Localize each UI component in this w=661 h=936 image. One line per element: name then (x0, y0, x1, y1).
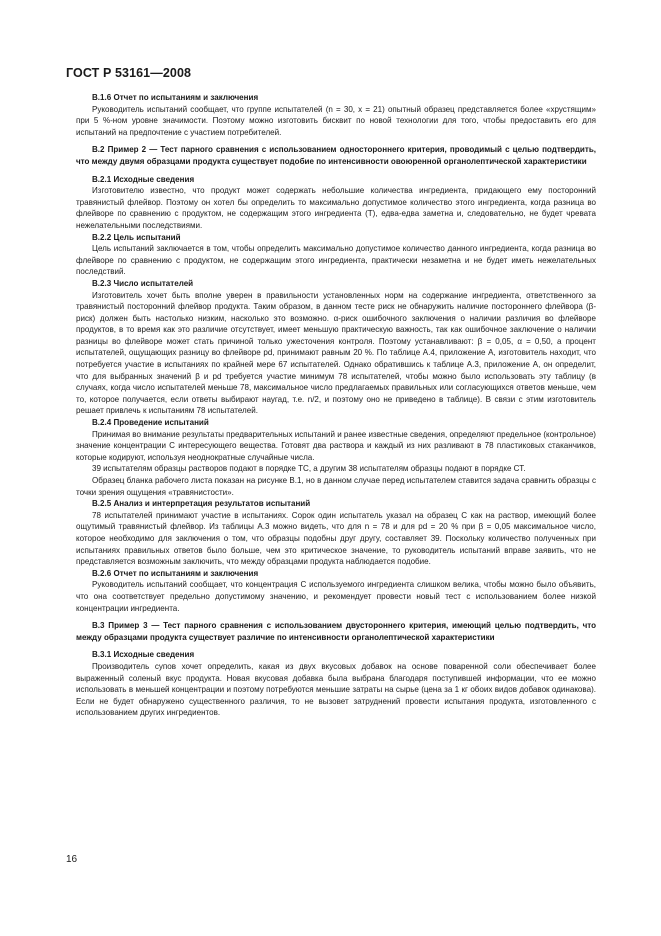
paragraph: Изготовителю известно, что продукт может содержать небольшие количества ингредиента, придающего ему посторонний травянистый флейвор. Поэтому он хотел бы определить то максимально допустимое количество этого ингредиента, когда разница во флейворе по сравнению с продуктом, не содержащим этого ингредиента (Т), едва-едва заметна и, следовательно, не будет чревата нежелательными последствиями. (76, 186, 596, 230)
section-heading-b16: В.1.6 Отчет по испытаниям и заключения (92, 93, 259, 102)
paragraph: Изготовитель хочет быть вполне уверен в правильности установленных норм на содержание ингредиента, ответственного за травянистый посторонний флейвор продукта. Таким образом, в данном тесте риск не обнаружить наличие постороннего флейвора (β-риск) должен быть настолько низким, насколько это возможно. α-риск ошибочного заключения о наличии различия во флейворе продуктов, в то время как это различие отсутствует, имеет меньшую практическую важность, так как ошибочное заключение о наличии разницы во флейворе может стать причиной только ужесточения контроля. Поэтому устанавливают: β = 0,05, α = 0,50, а процент испытателей, ощущающих разницу во флейворе pd, принимают равным 20 %. По таблице А.4, приложение А, изготовитель находит, что потребуется участие в испытаниях по крайней мере 67 испытателей. Однако обратившись к таблице А.3, приложение А, он определит, что для выбранных значений β и pd требуется участие минимум 78 испытателей, чтобы можно было использовать эту таблицу (в случаях, когда число испытателей меньше 78, максимальное число предлагаемых правильных или согласующихся ответов меньше, чем то, которое получается, если ответы выбирают наугад, т.е. n/2, и поэтому оно не приведено в таблице). В связи с этим изготовитель решает привлечь к испытаниям 78 испытателей. (76, 290, 596, 416)
page-number: 16 (66, 854, 78, 865)
section-heading-b31: В.3.1 Исходные сведения (92, 650, 195, 660)
paragraph: Руководитель испытаний сообщает, что концентрация С используемого ингредиента слишком велика, чтобы можно было объявить, что она соответствует предельно допустимому значению, и рекомендует провести новый тест с использованием более низкой концентрации ингредиента. (76, 580, 596, 613)
paragraph: Руководитель испытаний сообщает, что группе испытателей (n = 30, x = 21) опытный образец представляется более «хрустящим» при 5 %-ном уровне значимости. Поэтому можно изготовить бисквит по новой технологии для того, чтобы предоставить его для испытаний на предпочтение с участием потребителей. (76, 104, 596, 137)
paragraph: Принимая во внимание результаты предварительных испытаний и ранее известные сведения, определяют предельное (контрольное) значение концентрации С интересующего вещества. Готовят два раствора и каждый из них разливают в 78 пластиковых стаканчиков, которые кодируют, используя неоднократные случайные числа. (76, 429, 596, 462)
paragraph: Производитель супов хочет определить, какая из двух вкусовых добавок на основе поваренной соли обеспечивает более выраженный соленый вкус продукта. Новая вкусовая добавка была выбрана благодаря поступившей информации, что ее можно использовать в меньшей концентрации и поэтому потребуются меньшие затраты на сырье (цена за 1 кг обоих видов добавок одинакова). Если не будет обнаружено существенного различия, то не вызовет затруднений провести испытания продукта, изготовленного с использованием других ингредиентов. (76, 661, 596, 718)
section-heading-b26: В.2.6 Отчет по испытаниям и заключения (92, 568, 259, 578)
paragraph: Образец бланка рабочего листа показан на рисунке В.1, но в данном случае перед испытателем ставится задача сравнить образцы с точки зрения ощущения «травянистости». (76, 476, 596, 497)
section-heading-b24: В.2.4 Проведение испытаний (92, 418, 209, 428)
section-heading-b22: В.2.2 Цель испытаний (92, 232, 181, 242)
standard-designation: ГОСТ Р 53161—2008 (66, 66, 192, 80)
section-heading-b25: В.2.5 Анализ и интерпретация результатов испытаний (92, 499, 311, 509)
example-2-title: В.2 Пример 2 — Тест парного сравнения с использованием одностороннего критерия, проводимый с целью подтвердить, что между двумя образцами продукта существует подобие по интенсивности овоюренной органолептической характеристики (76, 145, 596, 166)
paragraph: 78 испытателей принимают участие в испытаниях. Сорок один испытатель указал на образец С как на раствор, имеющий более ощутимый травянистый флейвор. Из таблицы А.3 можно видеть, что для n = 78 и для pd = 20 % при β = 0,05 максимальное число, которое необходимо для заключения о том, что образцы подобны друг другу, составляет 39. Поскольку количество полученных при испытаниях правильных ответов было больше, чем это критическое значение, то руководитель испытаний вправе заявить, что не представляется возможным заключить, что между образцами продукта наблюдается подобие. (76, 510, 596, 567)
paragraph: Цель испытаний заключается в том, чтобы определить максимально допустимое количество данного ингредиента, когда разница во флейворе по сравнению с продуктом, не содержащим этого ингредиента, практически незаметна и не будет иметь нежелательных последствий. (76, 244, 596, 277)
paragraph: 39 испытателям образцы растворов подают в порядке ТС, а другим 38 испытателям образцы подают в порядке СТ. (92, 464, 526, 474)
section-heading-b21: В.2.1 Исходные сведения (92, 174, 195, 184)
section-heading-b23: В.2.3 Число испытателей (92, 278, 194, 288)
document-body (76, 92, 596, 719)
example-3-title: В.3 Пример 3 — Тест парного сравнения с использованием двустороннего критерия, имеющий целью подтвердить, что между образцами продукта существует различие по интенсивности органолептической характеристики (76, 621, 596, 642)
